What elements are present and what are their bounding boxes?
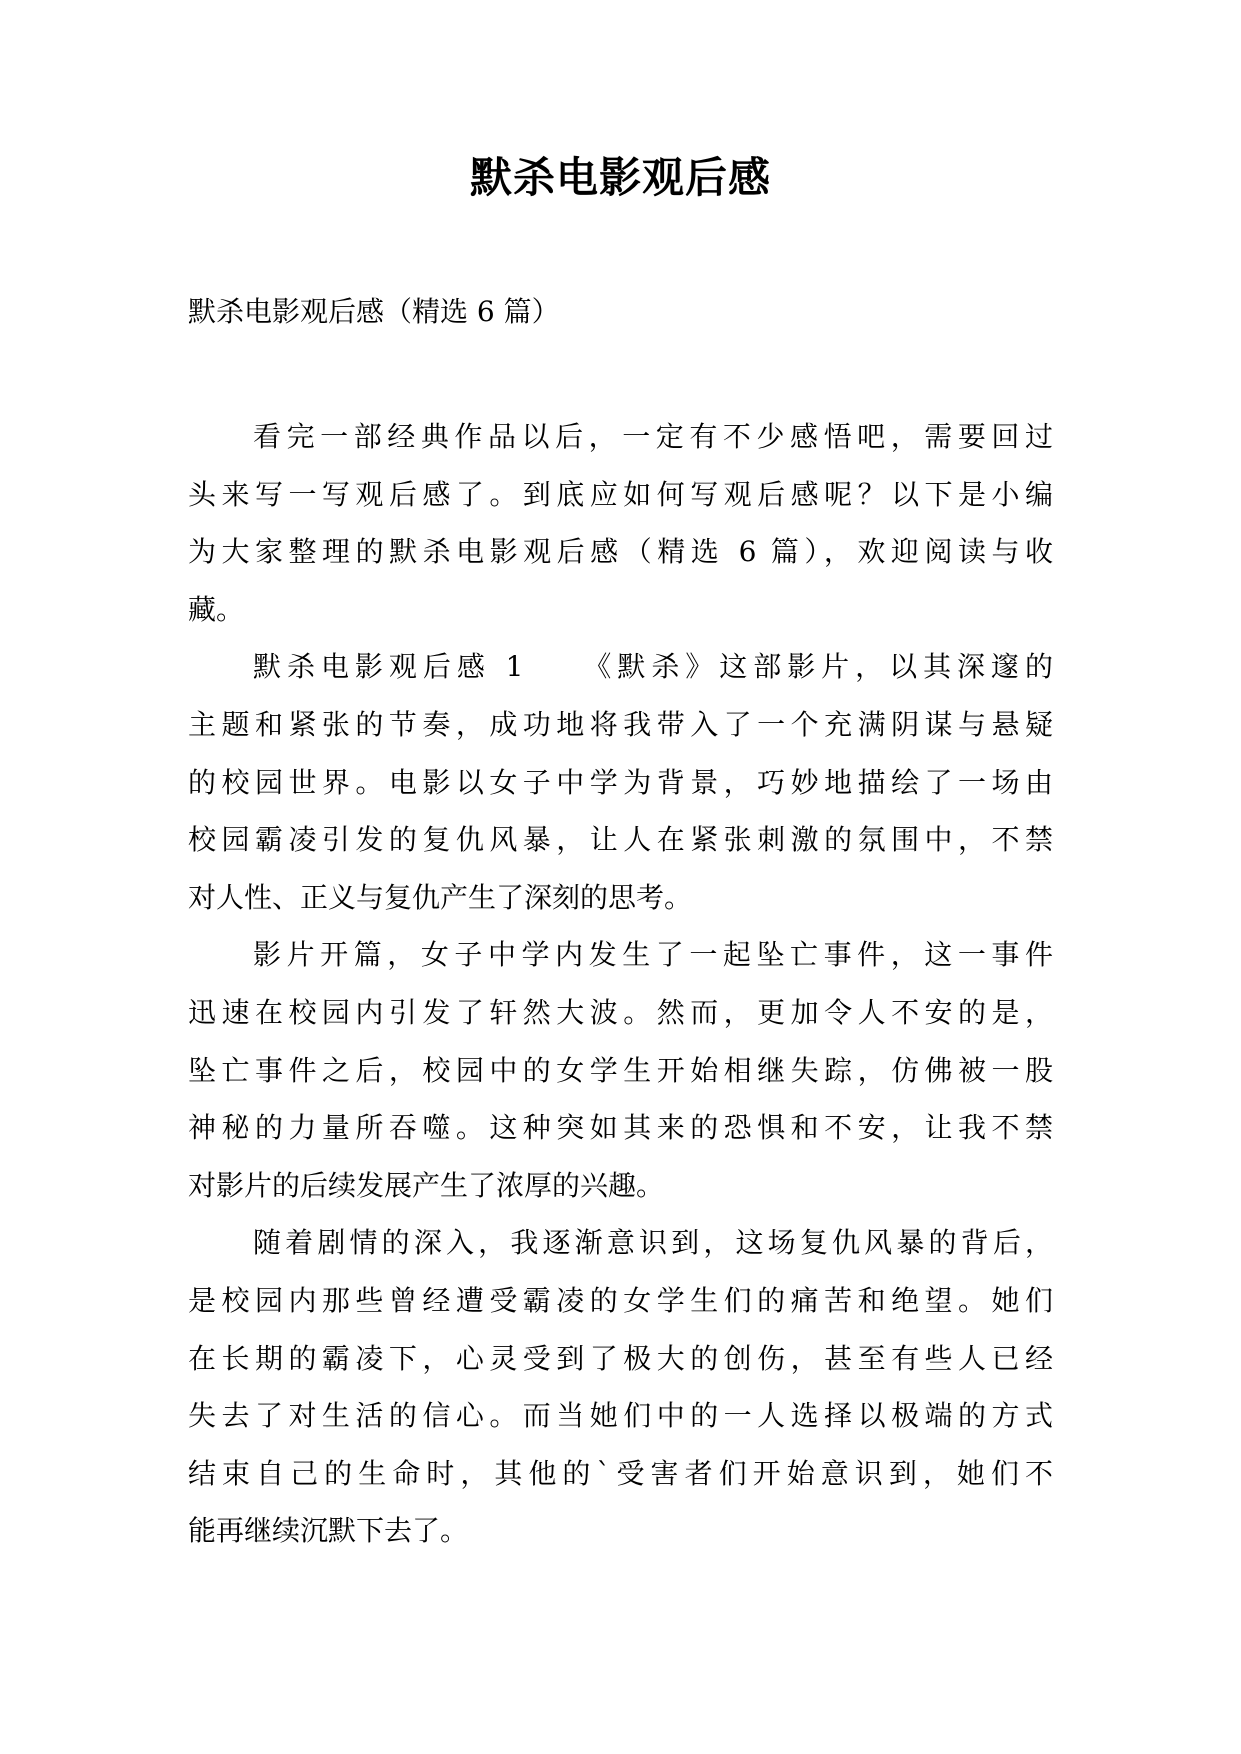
text-line: 头来写一写观后感了。到底应如何写观后感呢？以下是小编 — [188, 477, 1053, 511]
text-line: 能再继续沉默下去了。 — [188, 1514, 469, 1548]
text-line: 迅速在校园内引发了轩然大波。然而，更加令人不安的是， — [188, 995, 1053, 1029]
text-line: 坠亡事件之后，校园中的女学生开始相继失踪，仿佛被一股 — [188, 1053, 1053, 1087]
document-title: 默杀电影观后感 — [469, 153, 771, 202]
text-line: 在长期的霸凌下，心灵受到了极大的创伤，甚至有些人已经 — [188, 1341, 1053, 1375]
text-line: 校园霸凌引发的复仇风暴，让人在紧张刺激的氛围中，不禁 — [188, 823, 1053, 857]
text-line: 为大家整理的默杀电影观后感（精选 6 篇），欢迎阅读与收 — [188, 535, 1053, 569]
text-line: 失去了对生活的信心。而当她们中的一人选择以极端的方式 — [188, 1399, 1053, 1433]
text-line: 对人性、正义与复仇产生了深刻的思考。 — [188, 880, 693, 914]
document-body — [188, 408, 1053, 1560]
text-line: 随着剧情的深入，我逐渐意识到，这场复仇风暴的背后， — [253, 1226, 1053, 1260]
text-line: 是校园内那些曾经遭受霸凌的女学生们的痛苦和绝望。她们 — [188, 1283, 1053, 1317]
text-line: 藏。 — [188, 592, 245, 626]
text-line: 默杀电影观后感 1 《默杀》这部影片，以其深邃的 — [253, 650, 1053, 684]
text-line: 的校园世界。电影以女子中学为背景，巧妙地描绘了一场由 — [188, 765, 1053, 799]
text-line: 对影片的后续发展产生了浓厚的兴趣。 — [188, 1168, 665, 1202]
text-line: 看完一部经典作品以后，一定有不少感悟吧，需要回过 — [253, 420, 1053, 453]
text-line: 神秘的力量所吞噬。这种突如其来的恐惧和不安，让我不禁 — [188, 1111, 1053, 1145]
text-line: 影片开篇，女子中学内发生了一起坠亡事件，这一事件 — [253, 938, 1053, 972]
document-subtitle: 默杀电影观后感（精选 6 篇） — [188, 295, 560, 328]
text-line: 主题和紧张的节奏，成功地将我带入了一个充满阴谋与悬疑 — [188, 707, 1053, 741]
text-line: 结束自己的生命时，其他的`受害者们开始意识到，她们不 — [188, 1456, 1053, 1490]
